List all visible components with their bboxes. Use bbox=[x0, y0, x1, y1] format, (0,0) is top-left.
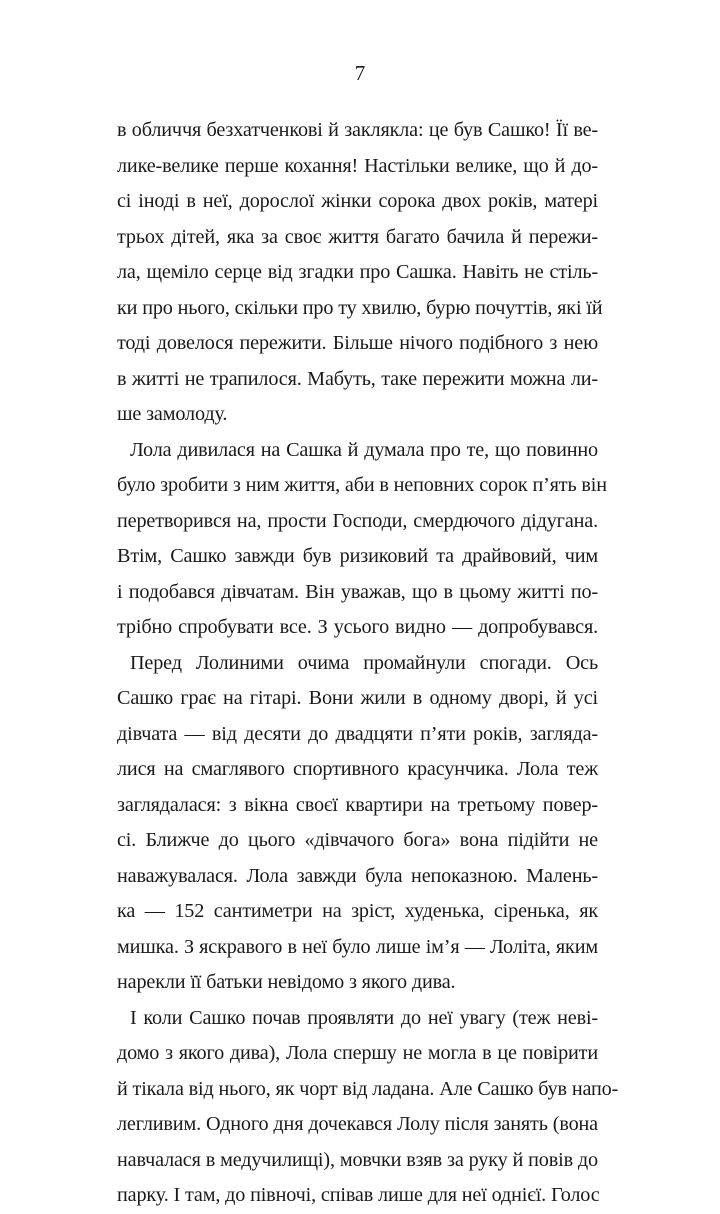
text-line: й тікала від нього, як чорт від ладана. Але Сашко був напо- bbox=[117, 1077, 619, 1100]
body-text bbox=[117, 113, 619, 1214]
text-line: ки про нього, скільки про ту хвилю, бурю почуттів, які їй bbox=[117, 296, 603, 319]
text-line: Втім, Сашко завжди був ризиковий та драйвовий, чим bbox=[117, 545, 598, 567]
text-line: в житті не трапилося. Мабуть, таке пережити можна ли- bbox=[117, 367, 598, 390]
text-line: І коли Сашко почав проявляти до неї увагу (теж неві- bbox=[130, 1006, 598, 1029]
text-line: лике-велике перше кохання! Настільки велике, що й до- bbox=[117, 154, 598, 177]
text-line: домо з якого дива), Лола спершу не могла в це повірити bbox=[117, 1042, 598, 1064]
text-line: трібно спробувати все. З усього видно — допробувався. bbox=[117, 616, 598, 638]
text-line: і подобався дівчатам. Він уважав, що в цьому житті по- bbox=[117, 580, 598, 603]
text-line: трьох дітей, яка за своє життя багато бачила й пережи- bbox=[117, 225, 598, 248]
text-line: сі іноді в неї, дорослої жінки сорока двох років, матері bbox=[117, 190, 598, 212]
text-line: навчалася в медучилищі), мовчки взяв за руку й повів до bbox=[117, 1148, 598, 1171]
text-line: нарекли її батьки невідомо з якого дива. bbox=[117, 971, 456, 993]
paragraph bbox=[117, 1001, 619, 1214]
paragraph bbox=[117, 113, 603, 433]
text-line: Лола дивилася на Сашка й думала про те, що повинно bbox=[130, 438, 598, 461]
text-line: легливим. Одного дня дочекався Лолу після занять (вона bbox=[117, 1113, 598, 1135]
text-line: тоді довелося пережити. Більше нічого подібного з нею bbox=[117, 332, 598, 354]
text-line: мишка. З яскравого в неї було лише ім’я — Лоліта, яким bbox=[117, 935, 598, 958]
text-line: заглядалася: з вікна своєї квартири на третьому повер- bbox=[117, 793, 598, 816]
text-line: ка — 152 сантиметри на зріст, худенька, сіренька, як bbox=[117, 900, 598, 922]
text-line: ше замолоду. bbox=[117, 403, 228, 425]
page-number: 7 bbox=[354, 61, 366, 85]
text-line: лися на смаглявого спортивного красунчика. Лола теж bbox=[117, 758, 598, 780]
text-line: парку. І там, до півночі, співав лише для неї однієї. Голос bbox=[117, 1184, 600, 1206]
text-line: Сашко грає на гітарі. Вони жили в одному дворі, й усі bbox=[117, 687, 598, 709]
paragraph bbox=[117, 646, 598, 1001]
text-line: перетворився на, прости Господи, смердючого дідугана. bbox=[117, 509, 598, 532]
text-line: Перед Лолиними очима промайнули спогади. Ось bbox=[130, 651, 598, 674]
text-line: наважувалася. Лола завжди була непоказною. Малень- bbox=[117, 864, 598, 887]
text-line: сі. Ближче до цього «дівчачого бога» вона підійти не bbox=[117, 829, 598, 851]
text-line: було зробити з ним життя, аби в неповних сорок п’ять він bbox=[117, 474, 607, 496]
text-line: дівчата — від десяти до двадцяти п’яти років, загляда- bbox=[117, 722, 598, 745]
paragraph bbox=[117, 433, 607, 646]
text-line: ла, щеміло серце від згадки про Сашка. Навіть не стіль- bbox=[117, 261, 598, 283]
text-line: в обличчя безхатченкові й заклякла: це був Сашко! Її ве- bbox=[117, 119, 598, 141]
